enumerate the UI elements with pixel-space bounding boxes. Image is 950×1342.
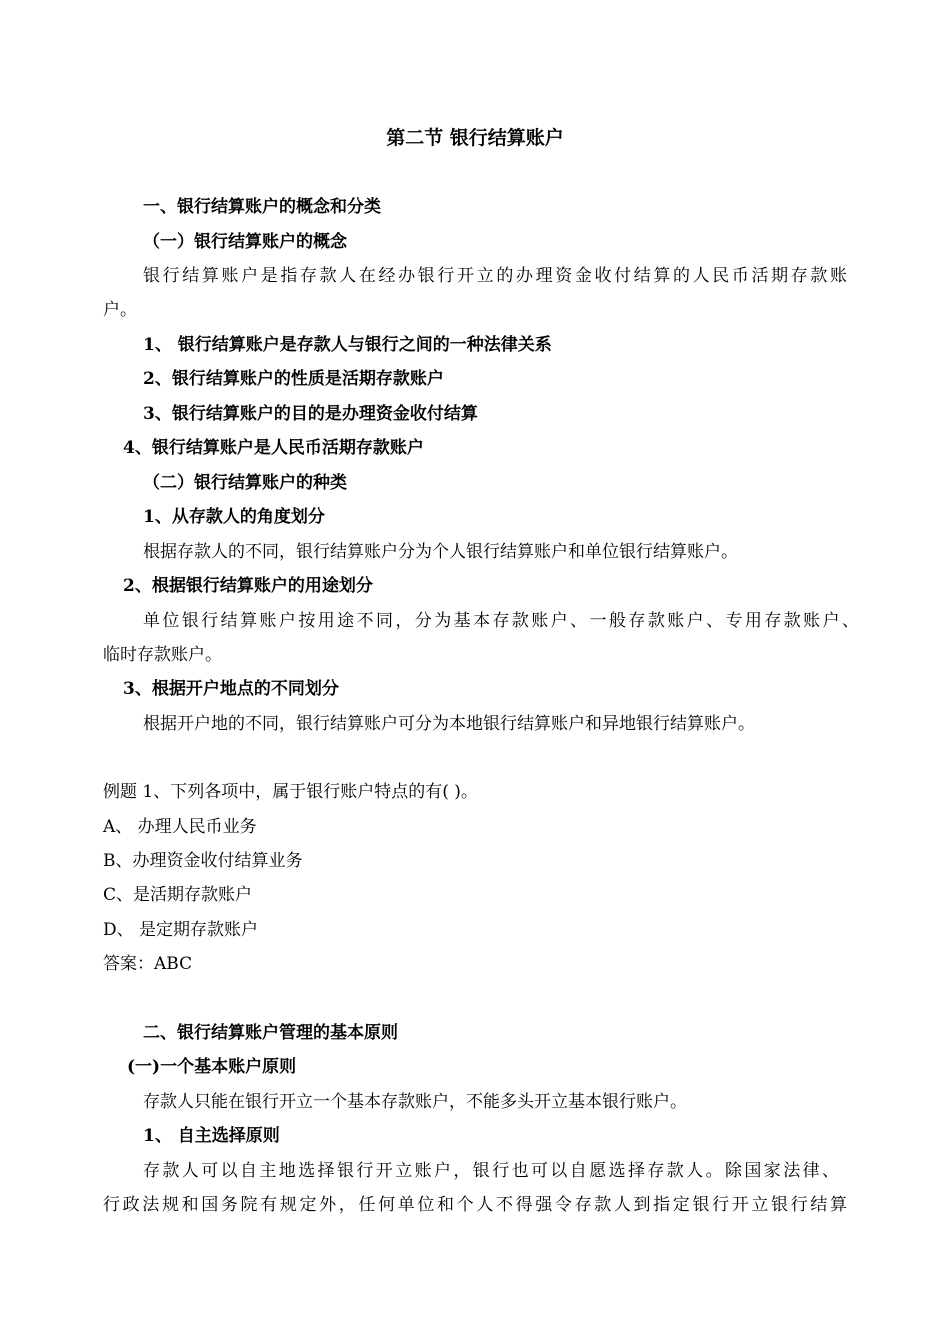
- principle-paragraph-2-line2: 行政法规和国务院有规定外，任何单位和个人不得强令存款人到指定银行开立银行结算: [103, 1195, 847, 1215]
- section-title: 第二节 银行结算账户: [386, 127, 564, 149]
- principle-heading-2: 1、 自主选择原则: [143, 1126, 280, 1146]
- principle-paragraph-2-line1: 存款人可以自主地选择银行开立账户，银行也可以自愿选择存款人。除国家法律、: [143, 1161, 839, 1181]
- type-paragraph-2-line1: 单位银行结算账户按用途不同，分为基本存款账户、一般存款账户、专用存款账户、: [143, 611, 859, 631]
- example-answer: 答案：ABC: [103, 954, 193, 974]
- example-question: 例题 1、下列各项中，属于银行账户特点的有( )。: [103, 782, 478, 802]
- type-heading-3: 3、根据开户地点的不同划分: [123, 679, 339, 699]
- list-item-4: 4、银行结算账户是人民币活期存款账户: [123, 438, 424, 458]
- example-option-c: C、是活期存款账户: [103, 885, 253, 905]
- list-item-2: 2、银行结算账户的性质是活期存款账户: [143, 369, 444, 389]
- example-option-d: D、 是定期存款账户: [103, 920, 259, 940]
- type-paragraph-2-line2: 临时存款账户。: [103, 645, 222, 665]
- subheading-types: （二）银行结算账户的种类: [143, 473, 347, 493]
- type-heading-1: 1、从存款人的角度划分: [143, 507, 325, 527]
- paragraph-definition-line2: 户。: [103, 300, 137, 320]
- type-paragraph-1: 根据存款人的不同，银行结算账户分为个人银行结算账户和单位银行结算账户。: [143, 542, 738, 562]
- type-heading-2: 2、根据银行结算账户的用途划分: [123, 576, 373, 596]
- principle-heading-1: (一)一个基本账户原则: [127, 1057, 297, 1077]
- principle-paragraph-1: 存款人只能在银行开立一个基本存款账户，不能多头开立基本银行账户。: [143, 1092, 687, 1112]
- heading-2: 二、银行结算账户管理的基本原则: [143, 1023, 398, 1043]
- type-paragraph-3: 根据开户地的不同，银行结算账户可分为本地银行结算账户和异地银行结算账户。: [143, 714, 755, 734]
- example-option-b: B、办理资金收付结算业务: [103, 851, 303, 871]
- list-item-3: 3、银行结算账户的目的是办理资金收付结算: [143, 404, 478, 424]
- heading-1: 一、银行结算账户的概念和分类: [143, 197, 381, 217]
- paragraph-definition-line1: 银行结算账户是指存款人在经办银行开立的办理资金收付结算的人民币活期存款账: [143, 266, 847, 286]
- example-option-a: A、 办理人民币业务: [103, 817, 257, 837]
- list-item-1: 1、 银行结算账户是存款人与银行之间的一种法律关系: [143, 335, 552, 355]
- subheading-concept: （一）银行结算账户的概念: [143, 232, 347, 252]
